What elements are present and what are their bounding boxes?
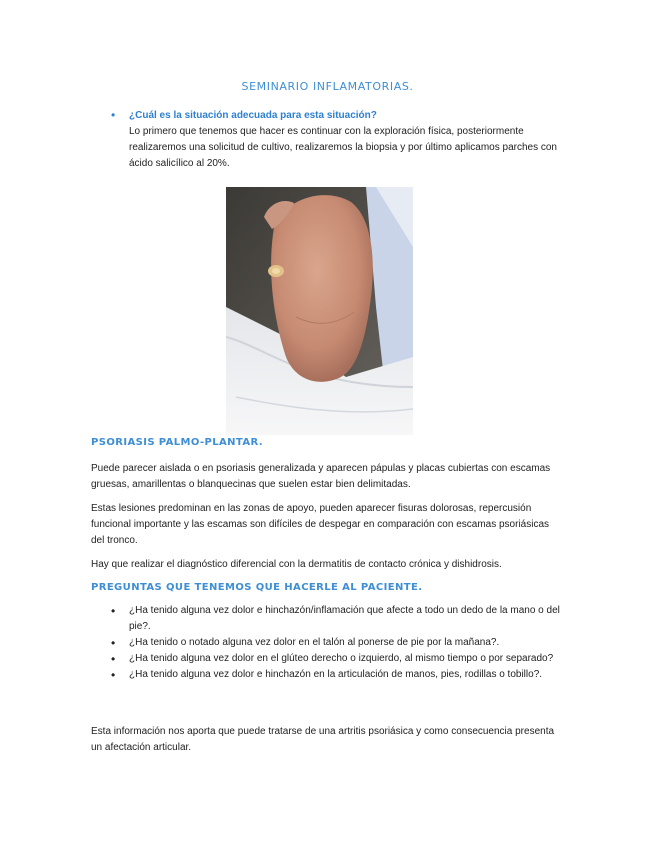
page-title: SEMINARIO INFLAMATORIAS. — [241, 80, 414, 93]
bullet-icon: • — [111, 636, 116, 650]
bullet-icon: • — [111, 604, 116, 618]
foot-photo — [226, 187, 413, 435]
list-item: • ¿Ha tenido alguna vez dolor e hinchazón/inflamación que afecte a todo un dedo de la mano o del pie?. — [111, 604, 560, 632]
conclusion-paragraph: Esta información nos aporta que puede tratarse de una artritis psoriásica y como consecuencia presenta un afectación articular. — [91, 726, 555, 753]
bullet-icon: • — [111, 668, 116, 682]
list-item: • ¿Ha tenido alguna vez dolor e hinchazón en la articulación de manos, pies, rodillas o tobillo?. — [111, 668, 543, 682]
bullet-icon: • — [111, 108, 116, 122]
section-title-psoriasis: PSORIASIS PALMO-PLANTAR. — [91, 437, 263, 448]
question-heading: ¿Cuál es la situación adecuada para esta situación? — [129, 110, 377, 121]
question-text — [129, 108, 571, 172]
bullet-icon: • — [111, 652, 116, 666]
question-answer: Lo primero que tenemos que hacer es continuar con la exploración física, posteriormente realizaremos una solicitud de cultivo, realizaremos la biopsia y por último aplicamos parches con ácido salicílico al 20%. — [129, 126, 557, 169]
section-title-preguntas: PREGUNTAS QUE TENEMOS QUE HACERLE AL PACIENTE. — [91, 582, 423, 593]
list-item: • ¿Ha tenido alguna vez dolor en el glúteo derecho o izquierdo, al mismo tiempo o por separado? — [111, 652, 554, 666]
paragraph-3: Hay que realizar el diagnóstico diferencial con la dermatitis de contacto crónica y dishidrosis. — [91, 559, 502, 570]
paragraph-1: Puede parecer aislada o en psoriasis generalizada y aparecen pápulas y placas cubiertas con escamas gruesas, amarillentas o blanquecinas que suelen estar bien delimitadas. — [91, 463, 551, 490]
question-block — [111, 108, 571, 172]
questions-list — [111, 603, 561, 683]
paragraph-2: Estas lesiones predominan en las zonas de apoyo, pueden aparecer fisuras dolorosas, repercusión funcional importante y las escamas son difíciles de despegar en comparación con escamas psoriásicas del tronco. — [91, 503, 550, 546]
list-item: • ¿Ha tenido o notado alguna vez dolor en el talón al ponerse de pie por la mañana?. — [111, 636, 500, 650]
